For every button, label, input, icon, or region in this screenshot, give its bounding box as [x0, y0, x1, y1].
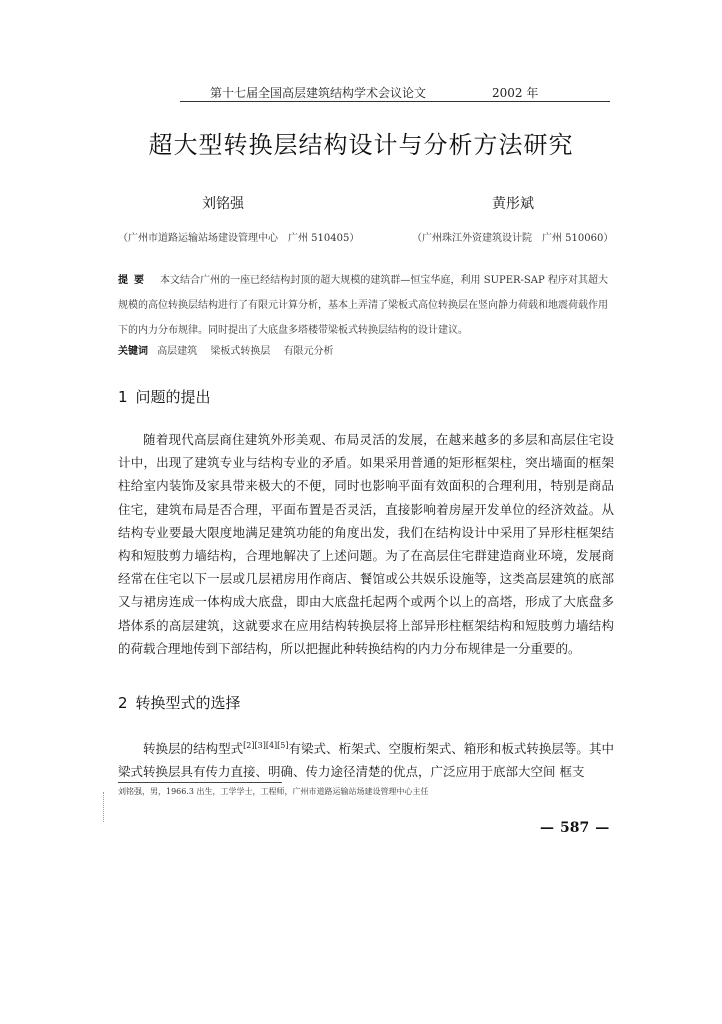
author-affiliation-1: （广州市道路运输站场建设管理中心 广州 510405）: [118, 233, 360, 244]
page-number: [540, 820, 609, 836]
abstract: [118, 268, 608, 343]
author-affiliation-2: （广州珠江外资建筑设计院 广州 510060）: [412, 233, 614, 244]
page-dash-left: —: [540, 820, 554, 836]
section-title: 问题的提出: [135, 388, 211, 406]
section-paragraph-2: [118, 734, 614, 784]
conference-year: 2002 年: [492, 86, 539, 100]
keywords-label: 关键词: [118, 346, 148, 357]
header-rule: [180, 101, 610, 102]
author-name-2: 黄彤斌: [492, 196, 534, 212]
citation-reference: [2][3][4][5]: [243, 741, 289, 750]
scan-artifact: [103, 792, 105, 822]
page-number-value: 587: [560, 820, 590, 836]
abstract-label: 提要: [118, 275, 151, 286]
paragraph-text: 有梁式、桁架式、空腹桁架式、箱形和板式转换层等。其中梁式转换层具有传力直接、明确、传力途径清楚的优点，广泛应用于底部大空间 框支: [118, 741, 614, 780]
footnote-rule: [118, 782, 282, 783]
keywords: [118, 342, 608, 357]
author-footnote: 刘铭强，男，1966.3 出生，工学学士，工程师，广州市道路运输站场建设管理中心主任: [118, 787, 429, 796]
author-name-1: 刘铭强: [202, 196, 244, 212]
section-title: 转换型式的选择: [135, 694, 241, 712]
paragraph-text: 转换层的结构型式: [143, 741, 244, 757]
keyword-item: 有限元分析: [283, 346, 334, 357]
section-heading-2: [118, 692, 241, 713]
conference-name: 第十七届全国高层建筑结构学术会议论文: [210, 86, 427, 100]
keyword-item: 梁板式转换层: [210, 346, 271, 357]
section-number: 2: [118, 694, 128, 712]
section-number: 1: [118, 388, 128, 406]
paper-title: 超大型转换层结构设计与分析方法研究: [148, 131, 574, 159]
abstract-text: 本文结合广州的一座已经结构封顶的超大规模的建筑群—恒宝华庭，利用 SUPER-SAP 程序对其超大规模的高位转换层结构进行了有限元计算分析，基本上弄清了梁板式高位转换层在竖向静力荷载和地震荷载作用下的内力分布规律。同时提出了大底盘多塔楼带梁板式转换层结构的设计建议。: [118, 275, 608, 336]
section-paragraph-1: 随着现代高层商住建筑外形美观、布局灵活的发展，在越来越多的多层和高层住宅设计中，出现了建筑专业与结构专业的矛盾。如果采用普通的矩形框架柱，突出墙面的框架柱给室内装饰及家具带来极大的不便，同时也影响平面有效面积的合理利用，特别是商品住宅，建筑布局是否合理，平面布置是否灵活，直接影响着房屋开发单位的经济效益。从结构专业要最大限度地满足建筑功能的角度出发，我们在结构设计中采用了异形柱框架结构和短肢剪力墙结构，合理地解决了上述问题。为了在高层住宅群建造商业环境，发展商经常在住宅以下一层或几层裙房用作商店、餐馆或公共娱乐设施等，这类高层建筑的底部又与裙房连成一体构成大底盘，即由大底盘托起两个或两个以上的高塔，形成了大底盘多塔体系的高层建筑，这就要求在应用结构转换层将上部异形柱框架结构和短肢剪力墙结构的荷载合理地传到下部结构，所以把握此种转换结构的内力分布规律是一分重要的。: [118, 432, 614, 656]
keyword-item: 高层建筑: [157, 346, 198, 357]
page-dash-right: —: [595, 820, 610, 836]
section-heading-1: [118, 386, 211, 407]
